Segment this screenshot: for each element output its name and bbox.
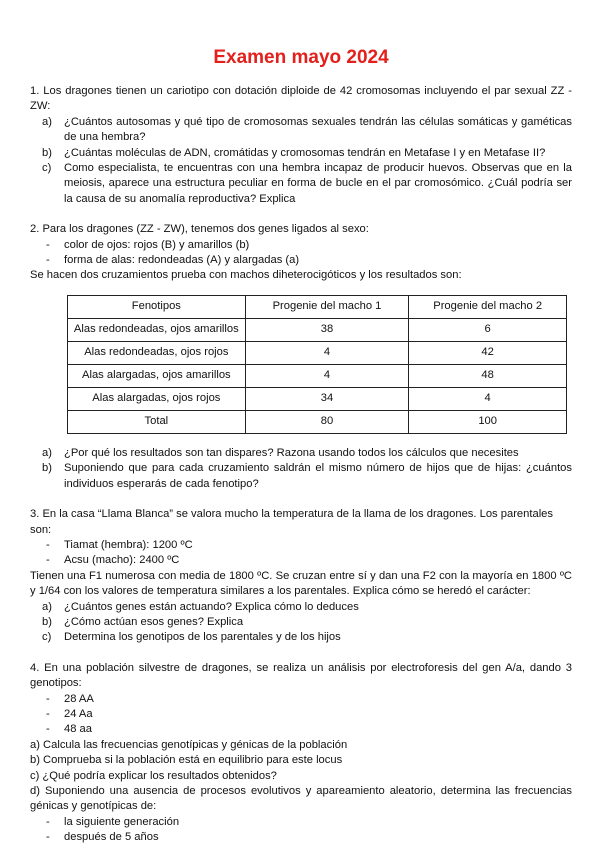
item-marker: c) [42, 162, 52, 175]
question-3 [30, 507, 572, 646]
question-1-item-a [42, 115, 572, 146]
dash-marker: - [46, 831, 50, 844]
table-cell-total-male-2: 100 [409, 410, 567, 433]
genotype-item [46, 707, 572, 722]
question-2 [30, 222, 572, 492]
question-3-parents [30, 538, 572, 569]
sub-item-text: la siguiente generación [64, 815, 180, 828]
question-4 [30, 661, 572, 846]
question-3-item-c [42, 630, 572, 645]
table-cell-phenotype: Alas alargadas, ojos amarillos [68, 364, 246, 387]
table-cell-male-2: 4 [409, 387, 567, 410]
question-1-items [30, 115, 572, 207]
table-cell-male-1: 4 [245, 364, 409, 387]
dash-marker: - [46, 554, 50, 567]
gene-text: forma de alas: redondeadas (A) y alargadas (a) [64, 254, 300, 267]
question-3-body: Tienen una F1 numerosa con media de 1800 ºC. Se cruzan entre sí y dan una F2 con la mayoría en 1800 ºC y 1/64 con los valores de temperatura similares a los parentales. Explica cómo se heredó el carácter: [30, 569, 572, 598]
dash-marker: - [46, 692, 50, 705]
item-text: Como especialista, te encuentras con una hembra incapaz de producir huevos. Observas que en la meiosis, aparece una estructura peculiar en forma de bucle en el par cromosómico. ¿Cuál podría ser la causa de su anomalía reproductiva? Explica [64, 162, 572, 205]
genotype-item [46, 692, 572, 707]
table-header-male-1: Progenie del macho 1 [245, 295, 409, 318]
question-4-intro: 4. En una población silvestre de dragones, se realiza un análisis por electroforesis del gen A/a, dando 3 genotipos: [30, 661, 572, 690]
question-3-item-b [42, 615, 572, 630]
table-header-male-2: Progenie del macho 2 [409, 295, 567, 318]
table-cell-phenotype: Alas alargadas, ojos rojos [68, 387, 246, 410]
item-text: ¿Cuántos genes están actuando? Explica cómo lo deduces [64, 600, 359, 613]
item-text: ¿Cuántos autosomas y qué tipo de cromosomas sexuales tendrán las células somáticas y gaméticas de una hembra? [64, 115, 572, 144]
table-row [68, 318, 567, 341]
genotype-text: 24 Aa [64, 707, 93, 720]
genotype-text: 28 AA [64, 692, 94, 705]
dash-marker: - [46, 238, 50, 251]
item-text: ¿Cuántas moléculas de ADN, cromátidas y cromosomas tendrán en Metafase I y en Metafase II? [64, 146, 546, 159]
table-cell-male-2: 48 [409, 364, 567, 387]
item-text: ¿Cómo actúan esos genes? Explica [64, 615, 244, 628]
table-cell-phenotype: Alas redondeadas, ojos amarillos [68, 318, 246, 341]
gene-item [46, 238, 572, 253]
sub-item-text: después de 5 años [64, 831, 159, 844]
table-header-phenotypes: Fenotipos [68, 295, 246, 318]
item-text: Determina los genotipos de los parentales y de los hijos [64, 631, 341, 644]
parent-item [46, 553, 572, 568]
dash-marker: - [46, 723, 50, 736]
question-2-genes [30, 238, 572, 269]
question-4-item-a: a) Calcula las frecuencias genotípicas y génicas de la población [30, 738, 348, 751]
table-cell-total-male-1: 80 [245, 410, 409, 433]
table-header-row [68, 295, 567, 318]
question-2-item-a [42, 446, 572, 461]
table-cell-male-2: 6 [409, 318, 567, 341]
dash-marker: - [46, 815, 50, 828]
sub-item [46, 830, 572, 845]
gene-text: color de ojos: rojos (B) y amarillos (b) [64, 238, 250, 251]
item-marker: b) [42, 615, 52, 628]
genotype-text: 48 aa [64, 723, 92, 736]
question-4-item-d: d) Suponiendo una ausencia de procesos evolutivos y apareamiento aleatorio, determina las frecuencias génicas y genotípicas de: [30, 785, 572, 813]
table-row [68, 364, 567, 387]
table-cell-male-1: 4 [245, 341, 409, 364]
table-row [68, 341, 567, 364]
dash-marker: - [46, 707, 50, 720]
question-4-items [30, 738, 572, 815]
parent-item [46, 538, 572, 553]
dash-marker: - [46, 254, 50, 267]
parent-text: Acsu (macho): 2400 ºC [64, 554, 180, 567]
parent-text: Tiamat (hembra): 1200 ºC [64, 538, 193, 551]
question-3-item-a [42, 600, 572, 615]
question-3-items [30, 600, 572, 646]
question-4-sub-items [30, 815, 572, 846]
question-2-item-b [42, 461, 572, 492]
question-4-genotypes [30, 692, 572, 738]
item-marker: a) [42, 115, 52, 128]
table-cell-phenotype: Alas redondeadas, ojos rojos [68, 341, 246, 364]
table-cell-total-label: Total [68, 410, 246, 433]
table-row [68, 387, 567, 410]
item-marker: a) [42, 446, 52, 459]
item-marker: b) [42, 146, 52, 159]
question-1-item-b [42, 146, 572, 161]
sub-item [46, 815, 572, 830]
question-4-item-b: b) Comprueba si la población está en equilibrio para este locus [30, 754, 343, 767]
question-1-item-c [42, 161, 572, 207]
item-marker: c) [42, 631, 52, 644]
question-3-intro: 3. En la casa “Llama Blanca” se valora mucho la temperatura de la llama de los dragones. Los parentales son: [30, 508, 553, 536]
question-4-item-c: c) ¿Qué podría explicar los resultados obtenidos? [30, 769, 277, 782]
question-1-intro: 1. Los dragones tienen un cariotipo con dotación diploide de 42 cromosomas incluyendo el par sexual ZZ - ZW: [30, 85, 572, 113]
table-cell-male-1: 38 [245, 318, 409, 341]
item-text: ¿Por qué los resultados son tan dispares? Razona usando todos los cálculos que necesites [64, 446, 519, 459]
question-2-items [30, 446, 572, 492]
question-2-cross-text: Se hacen dos cruzamientos prueba con machos diheterocigóticos y los resultados son: [30, 269, 462, 282]
question-2-intro: 2. Para los dragones (ZZ - ZW), tenemos dos genes ligados al sexo: [30, 223, 369, 236]
results-table [67, 295, 567, 434]
item-marker: b) [42, 462, 52, 475]
dash-marker: - [46, 538, 50, 551]
question-1 [30, 84, 572, 207]
table-cell-male-1: 34 [245, 387, 409, 410]
gene-item [46, 253, 572, 268]
genotype-item [46, 722, 572, 737]
exam-title: Examen mayo 2024 [213, 47, 389, 68]
item-text: Suponiendo que para cada cruzamiento saldrán el mismo número de hijos que de hijas: ¿cuántos individuos esperarás de cada fenotipo? [64, 462, 572, 490]
table-total-row [68, 410, 567, 433]
table-cell-male-2: 42 [409, 341, 567, 364]
item-marker: a) [42, 600, 52, 613]
